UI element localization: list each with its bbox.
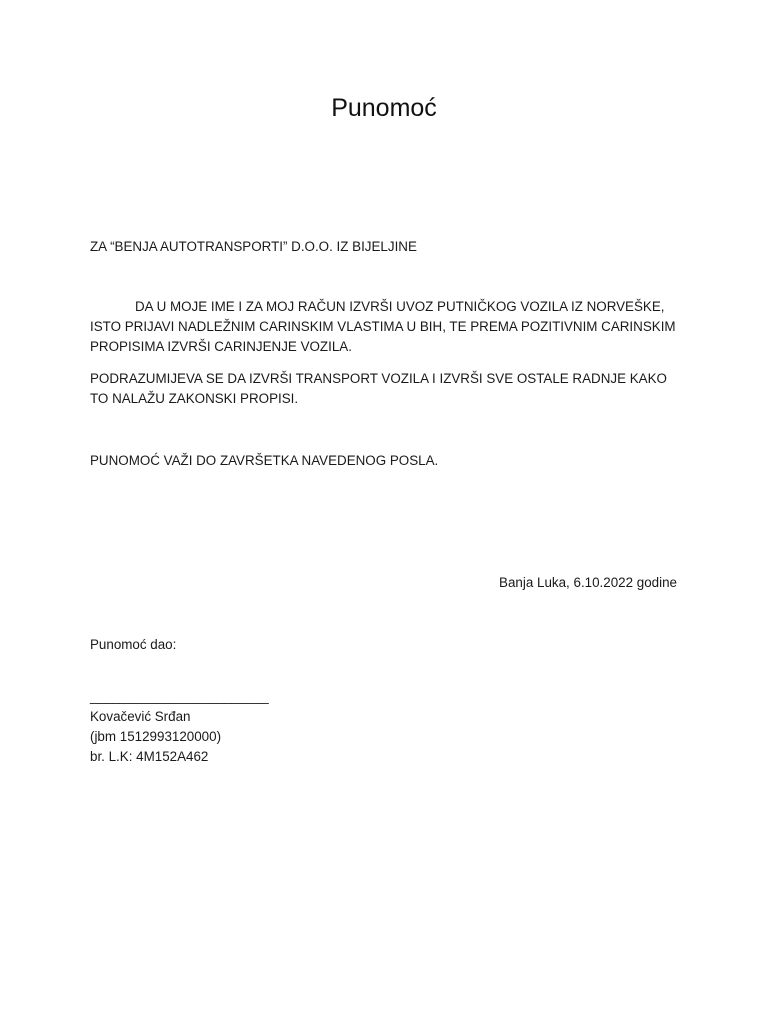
signer-name: Kovačević Srđan bbox=[90, 709, 191, 724]
given-by-label: Punomoć dao: bbox=[90, 637, 177, 652]
signer-details bbox=[90, 707, 680, 767]
signature-line: ________________________ bbox=[90, 689, 269, 704]
document-title: Punomoć bbox=[331, 94, 437, 122]
validity-statement: PUNOMOĆ VAŽI DO ZAVRŠETKA NAVEDENOG POSLA. bbox=[90, 453, 439, 468]
addressee-line: ZA “BENJA AUTOTRANSPORTI” D.O.O. IZ BIJELJINE bbox=[90, 239, 417, 254]
place-and-date: Banja Luka, 6.10.2022 godine bbox=[499, 575, 677, 590]
authorization-text: DA U MOJE IME I ZA MOJ RAČUN IZVRŠI UVOZ PUTNIČKOG VOZILA IZ NORVEŠKE, ISTO PRIJAVI NADLEŽNIM CARINSKIM VLASTIMA U BIH, TE PREMA POZITIVNIM CARINSKIM PROPISIMA IZVRŠI CARINJENJE VOZILA. bbox=[90, 299, 676, 354]
additional-actions-paragraph: PODRAZUMIJEVA SE DA IZVRŠI TRANSPORT VOZILA I IZVRŠI SVE OSTALE RADNJE KAKO TO NALAŽU ZAKONSKI PROPISI. bbox=[90, 371, 667, 406]
signer-jmb: (jbm 1512993120000) bbox=[90, 729, 222, 744]
authorization-paragraph bbox=[90, 297, 680, 357]
signer-id-card: br. L.K: 4M152A462 bbox=[90, 749, 209, 764]
